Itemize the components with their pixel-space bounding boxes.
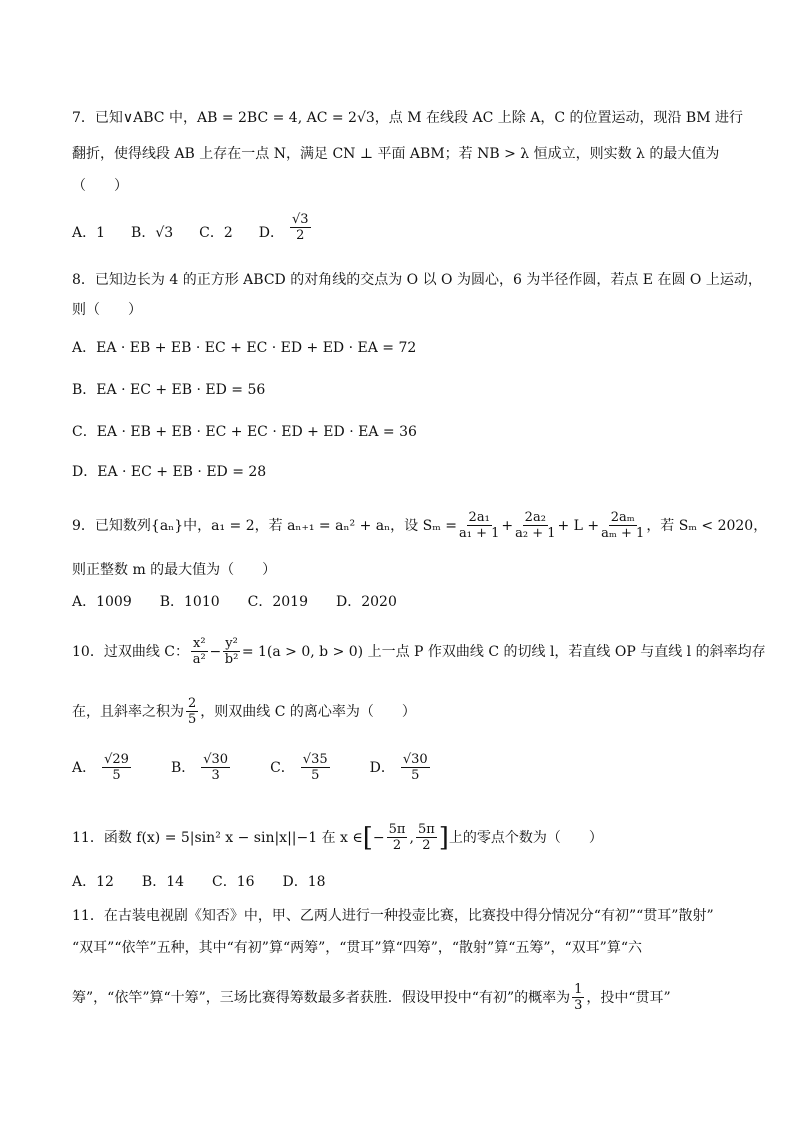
q10-fraction-x-den: a² [192, 652, 206, 667]
q10-option-d-num: √30 [402, 752, 428, 767]
q11a-bracket-left: [ [362, 822, 373, 853]
q7-option-d-label: D． [258, 224, 285, 241]
q11a-bracket-right: ] [438, 822, 449, 853]
q10-option-b [171, 752, 232, 783]
q7-option-d-fraction [290, 212, 311, 243]
q7-option-a: A．1 [72, 224, 106, 241]
q10-minus: − [209, 643, 222, 660]
q10-slope-den: 5 [188, 712, 197, 727]
q10-line1-start: 10．过双曲线 C： [72, 643, 189, 660]
q10-option-b-num: √30 [203, 752, 229, 767]
q10-option-d-den: 5 [411, 768, 420, 783]
q10-option-c-fraction [301, 752, 330, 783]
q10-option-b-fraction [201, 752, 230, 783]
q10-option-a-label: A． [72, 759, 97, 776]
q9-line1 [72, 510, 768, 541]
q11b-line3-end: ，投中“贯耳” [586, 989, 671, 1006]
q7-line2: 翻折，使得线段 AB 上存在一点 N，满足 CN ⊥ 平面 ABM；若 NB > λ 恒成立，则实数 λ 的最大值为 [72, 146, 720, 162]
q9-options: A．1009 B．1010 C．2019 D．2020 [72, 594, 397, 610]
q11a-interval-end-num: 5π [417, 822, 435, 837]
q9-term1 [459, 510, 499, 541]
q10-option-c-num: √35 [302, 752, 328, 767]
q9-term3-den: aₘ + 1 [601, 526, 645, 541]
q7-option-c: C．2 [199, 224, 233, 241]
q9-term3 [601, 510, 644, 541]
q11a-line1-end: 上的零点个数为（ ） [448, 829, 603, 846]
q11b-probability-num: 1 [574, 982, 583, 997]
q11a-comma: , [409, 829, 414, 846]
q8-line2: 则（ ） [72, 302, 142, 318]
q11b-line2: “双耳”“依竿”五种，其中“有初”算“两筹”，“贯耳”算“四筹”，“散射”算“五筹”，“双耳”算“六 [72, 940, 642, 956]
q11b-line3-start: 筹”，“依竿”算“十筹”，三场比赛得筹数最多者获胜．假设甲投中“有初”的概率为 [72, 989, 571, 1006]
q10-line2-start: 在，且斜率之积为 [72, 703, 184, 720]
q10-option-b-den: 3 [211, 768, 220, 783]
q7-option-d-den: 2 [296, 228, 305, 243]
q10-fraction-x-num: x² [192, 636, 206, 651]
q10-option-b-label: B． [170, 759, 196, 776]
q11b-line1: 11．在古装电视剧《知否》中，甲、乙两人进行一种投壶比赛，比赛投中得分情况分“有初”“贯耳”散射” [72, 908, 714, 924]
q10-fraction-y-num: y² [225, 636, 238, 651]
q9-line1-start: 9．已知数列{aₙ}中，a₁ = 2，若 aₙ₊₁ = aₙ² + aₙ，设 Sₘ = [72, 517, 457, 534]
q10-line2-end: ，则双曲线 C 的离心率为（ ） [200, 703, 416, 720]
q7-paren: （ ） [72, 178, 128, 194]
q7-option-b: B．√3 [131, 224, 174, 241]
q10-options [72, 752, 734, 783]
q10-option-a-fraction [102, 752, 131, 783]
q9-mid: + L + [557, 517, 600, 534]
q7-option-d [258, 212, 313, 243]
q10-option-d [370, 752, 432, 783]
q11a-neg-sign: − [372, 829, 385, 846]
q10-option-a [72, 752, 133, 783]
q10-line1 [72, 636, 766, 667]
q11b-line3 [72, 982, 734, 1013]
q11b-probability-fraction [572, 982, 584, 1013]
q8-line1: 8．已知边长为 4 的正方形 ABCD 的对角线的交点为 O 以 O 为圆心，6 为半径作圆，若点 E 在圆 O 上运动， [72, 272, 762, 288]
q11a-interval-end [416, 822, 437, 853]
q8-option-a: A．EA · EB + EB · EC + EC · ED + ED · EA = 72 [72, 340, 417, 356]
q11a-line1 [72, 822, 734, 853]
q11a-line1-start: 11．函数 f(x) = 5|sin² x − sin|x||−1 在 x ∈ [72, 829, 363, 846]
q10-line1-end: = 1(a > 0, b > 0) 上一点 P 作双曲线 C 的切线 l，若直线 OP 与直线 l 的斜率均存 [241, 643, 766, 660]
q9-term3-num: 2aₘ [610, 510, 635, 525]
q8-option-d: D．EA · EC + EB · ED = 28 [72, 464, 267, 480]
q10-line2 [72, 696, 734, 727]
q10-fraction-x [191, 636, 208, 667]
q11b-probability-den: 3 [574, 998, 583, 1013]
q7-line1: 7．已知∨ABC 中，AB = 2BC = 4, AC = 2√3，点 M 在线段 AC 上除 A，C 的位置运动，现沿 BM 进行 [72, 110, 744, 126]
q9-line1-end: ，若 Sₘ < 2020， [646, 517, 768, 534]
q10-option-c-den: 5 [311, 768, 320, 783]
q11a-options: A．12 B．14 C．16 D．18 [72, 874, 326, 890]
q11a-interval-start [387, 822, 408, 853]
q9-term2 [515, 510, 555, 541]
q10-slope-num: 2 [188, 696, 197, 711]
q10-option-a-den: 5 [112, 768, 121, 783]
q11a-interval-end-den: 2 [422, 838, 431, 853]
q9-term1-num: 2a₁ [468, 510, 490, 525]
q11a-interval-start-den: 2 [392, 838, 402, 853]
q10-fraction-y [223, 636, 240, 667]
q8-option-b: B．EA · EC + EB · ED = 56 [72, 382, 266, 398]
q9-term1-den: a₁ + 1 [458, 526, 500, 541]
q10-option-d-label: D． [369, 759, 395, 776]
q10-option-a-num: √29 [104, 752, 129, 767]
q7-option-d-num: √3 [292, 212, 309, 227]
q9-term2-den: a₂ + 1 [515, 526, 556, 541]
q10-fraction-y-den: b² [224, 652, 239, 667]
q10-option-c-label: C． [270, 759, 295, 776]
q9-line2: 则正整数 m 的最大值为（ ） [72, 562, 277, 578]
q11a-interval-start-num: 5π [388, 822, 406, 837]
q10-option-c [270, 752, 332, 783]
q10-option-d-fraction [401, 752, 430, 783]
q9-plus: + [501, 517, 514, 534]
q8-option-c: C．EA · EB + EB · EC + EC · ED + ED · EA = 36 [72, 424, 417, 440]
q7-options [72, 212, 734, 243]
q10-slope-fraction [186, 696, 198, 727]
q9-term2-num: 2a₂ [524, 510, 546, 525]
